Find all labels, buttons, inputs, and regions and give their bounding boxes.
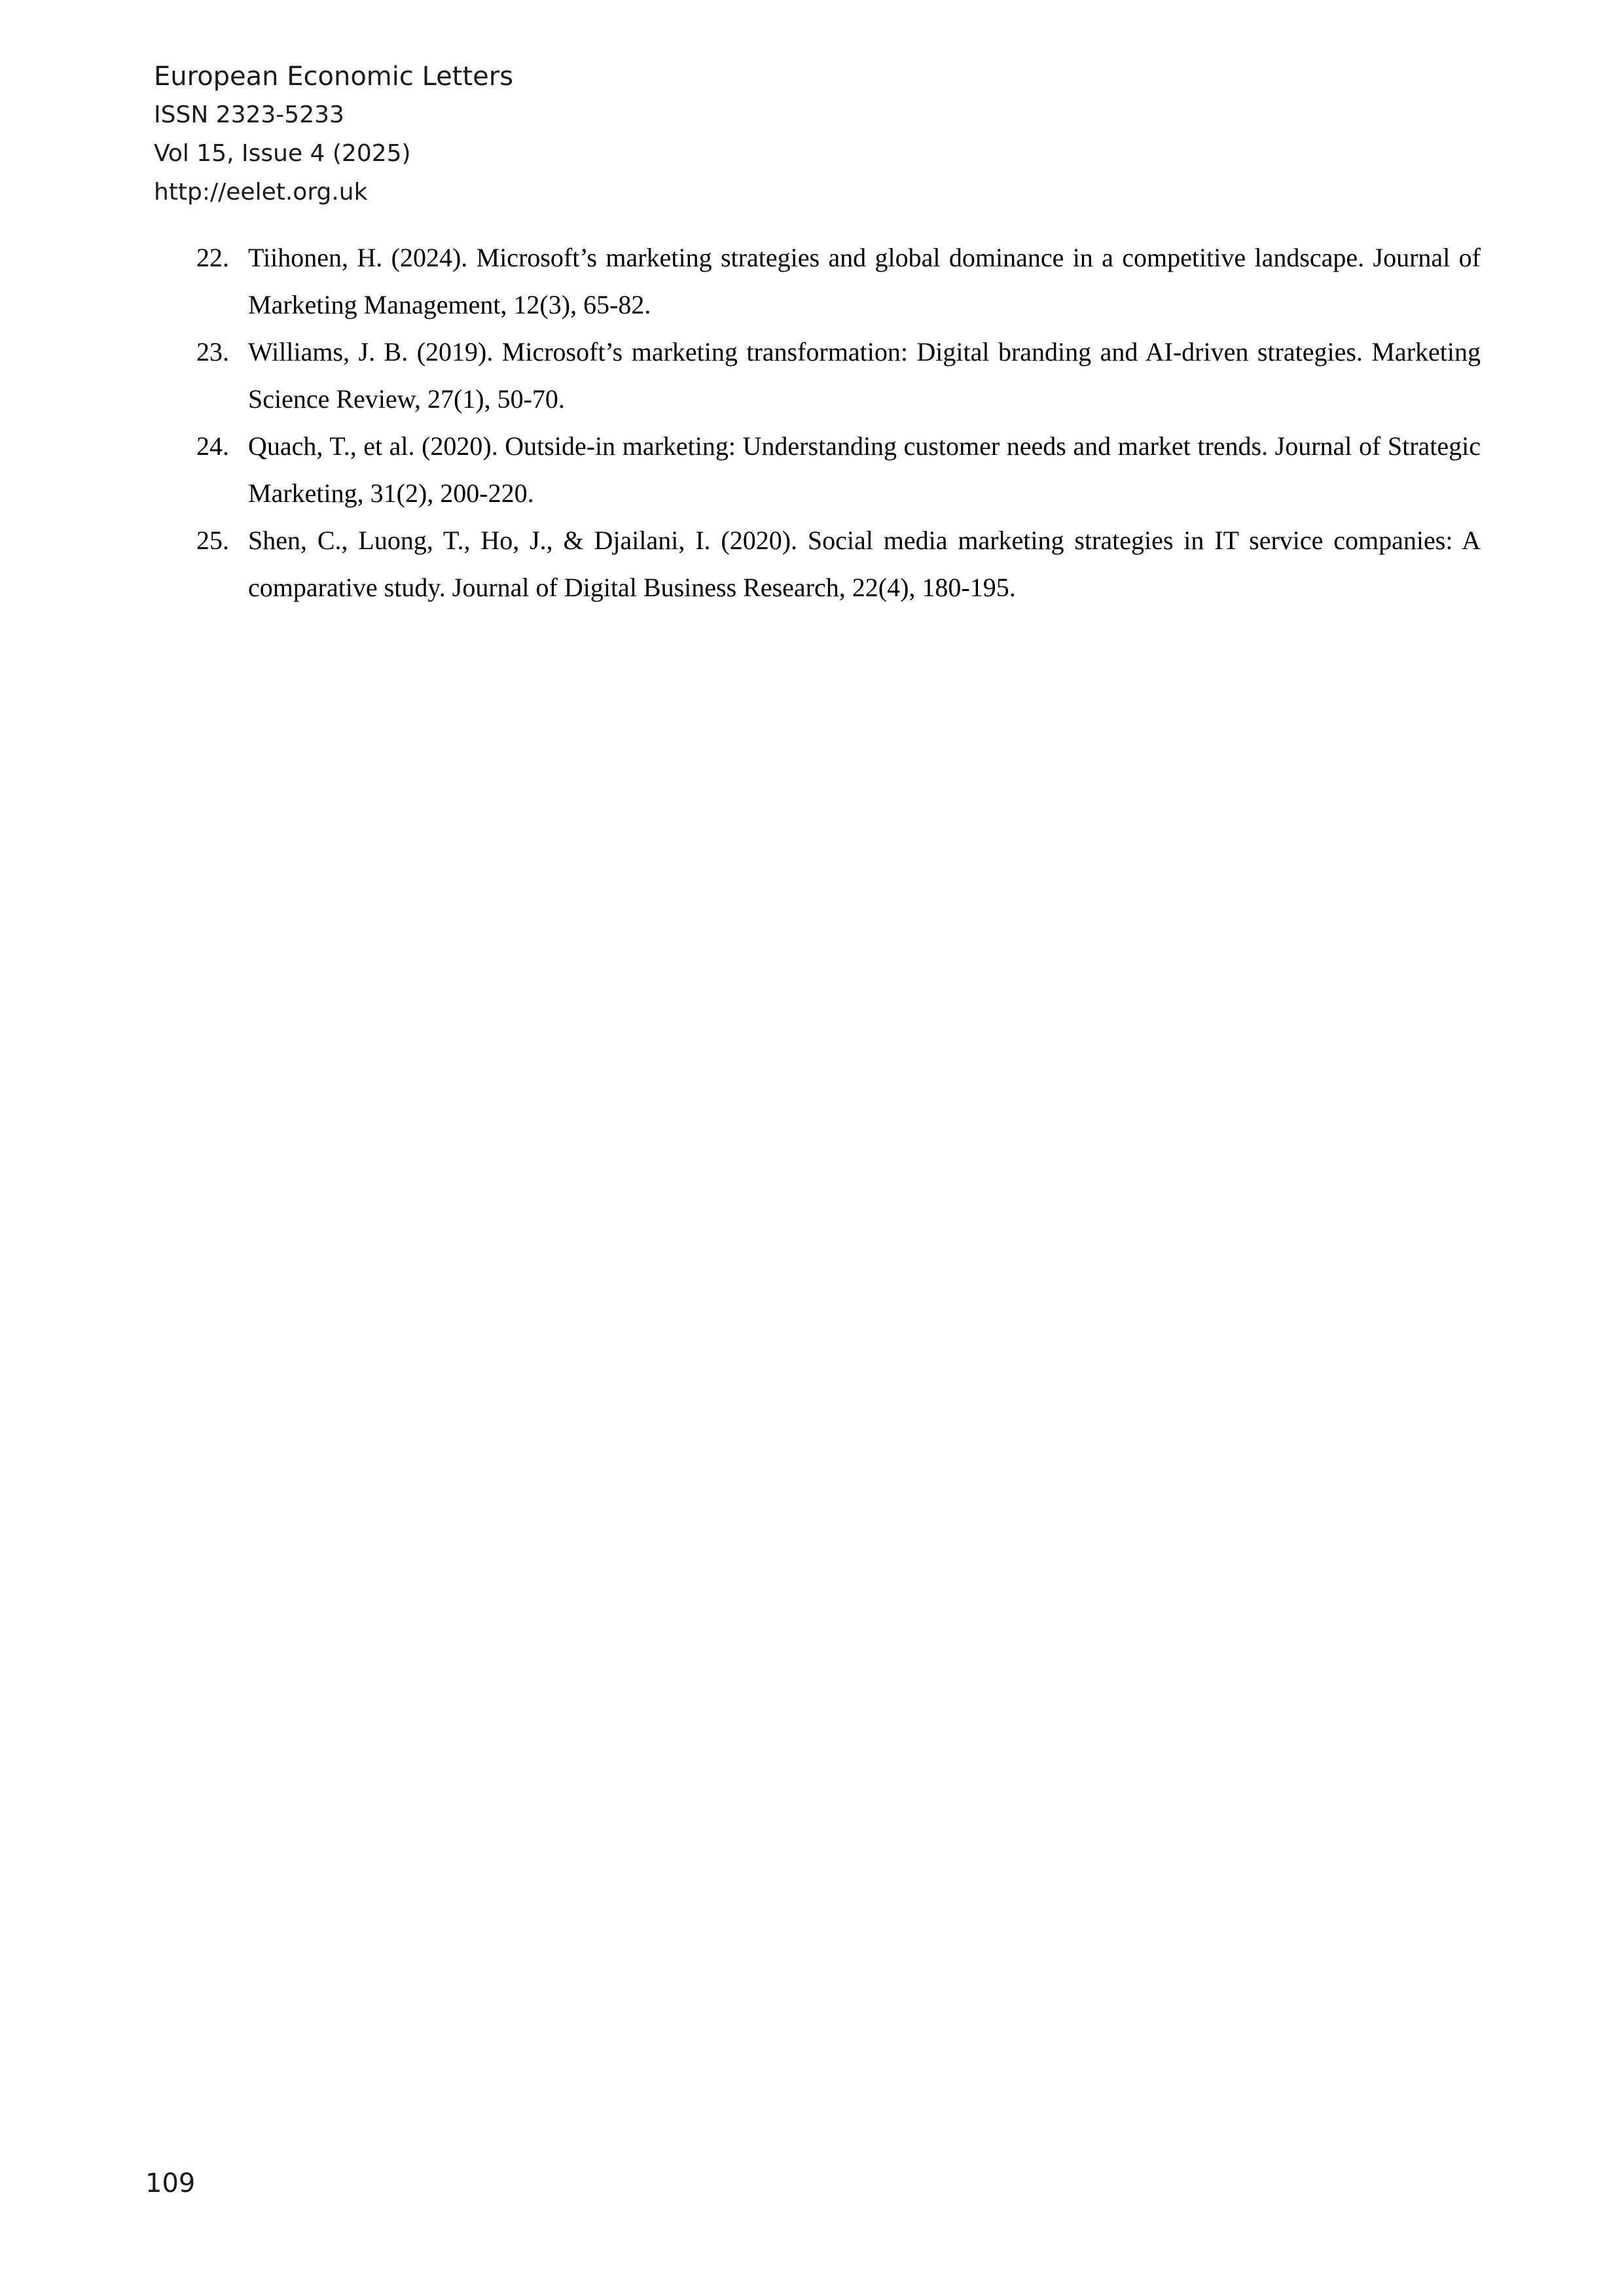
reference-item-22	[196, 234, 1481, 329]
reference-item-23	[196, 329, 1481, 423]
reference-number: 25.	[196, 526, 229, 555]
reference-item-25	[196, 517, 1481, 611]
journal-volume: Vol 15, Issue 4 (2025)	[154, 140, 411, 167]
reference-number: 24.	[196, 431, 229, 461]
reference-list	[196, 234, 1481, 611]
reference-text: Quach, T., et al. (2020). Outside-in marketing: Understanding customer needs and market trends. Journal of Strategic Marketing, 31(2), 200-220.	[248, 431, 1481, 508]
journal-title: European Economic Letters	[154, 62, 514, 92]
reference-text: Shen, C., Luong, T., Ho, J., & Djailani, I. (2020). Social media marketing strategies in IT service companies: A comparative study. Journal of Digital Business Research, 22(4), 180-195.	[248, 526, 1481, 602]
reference-number: 22.	[196, 243, 229, 272]
reference-number: 23.	[196, 337, 229, 367]
journal-header	[154, 58, 513, 211]
reference-item-24	[196, 423, 1481, 517]
page-number: 109	[145, 2168, 196, 2198]
journal-url: http://eelet.org.uk	[154, 179, 368, 206]
reference-text: Williams, J. B. (2019). Microsoft’s marketing transformation: Digital branding and AI-driven strategies. Marketing Science Review, 27(1), 50-70.	[248, 337, 1481, 414]
journal-issn: ISSN 2323-5233	[154, 101, 344, 128]
reference-text: Tiihonen, H. (2024). Microsoft’s marketing strategies and global dominance in a competitive landscape. Journal of Marketing Management, 12(3), 65-82.	[248, 243, 1481, 319]
